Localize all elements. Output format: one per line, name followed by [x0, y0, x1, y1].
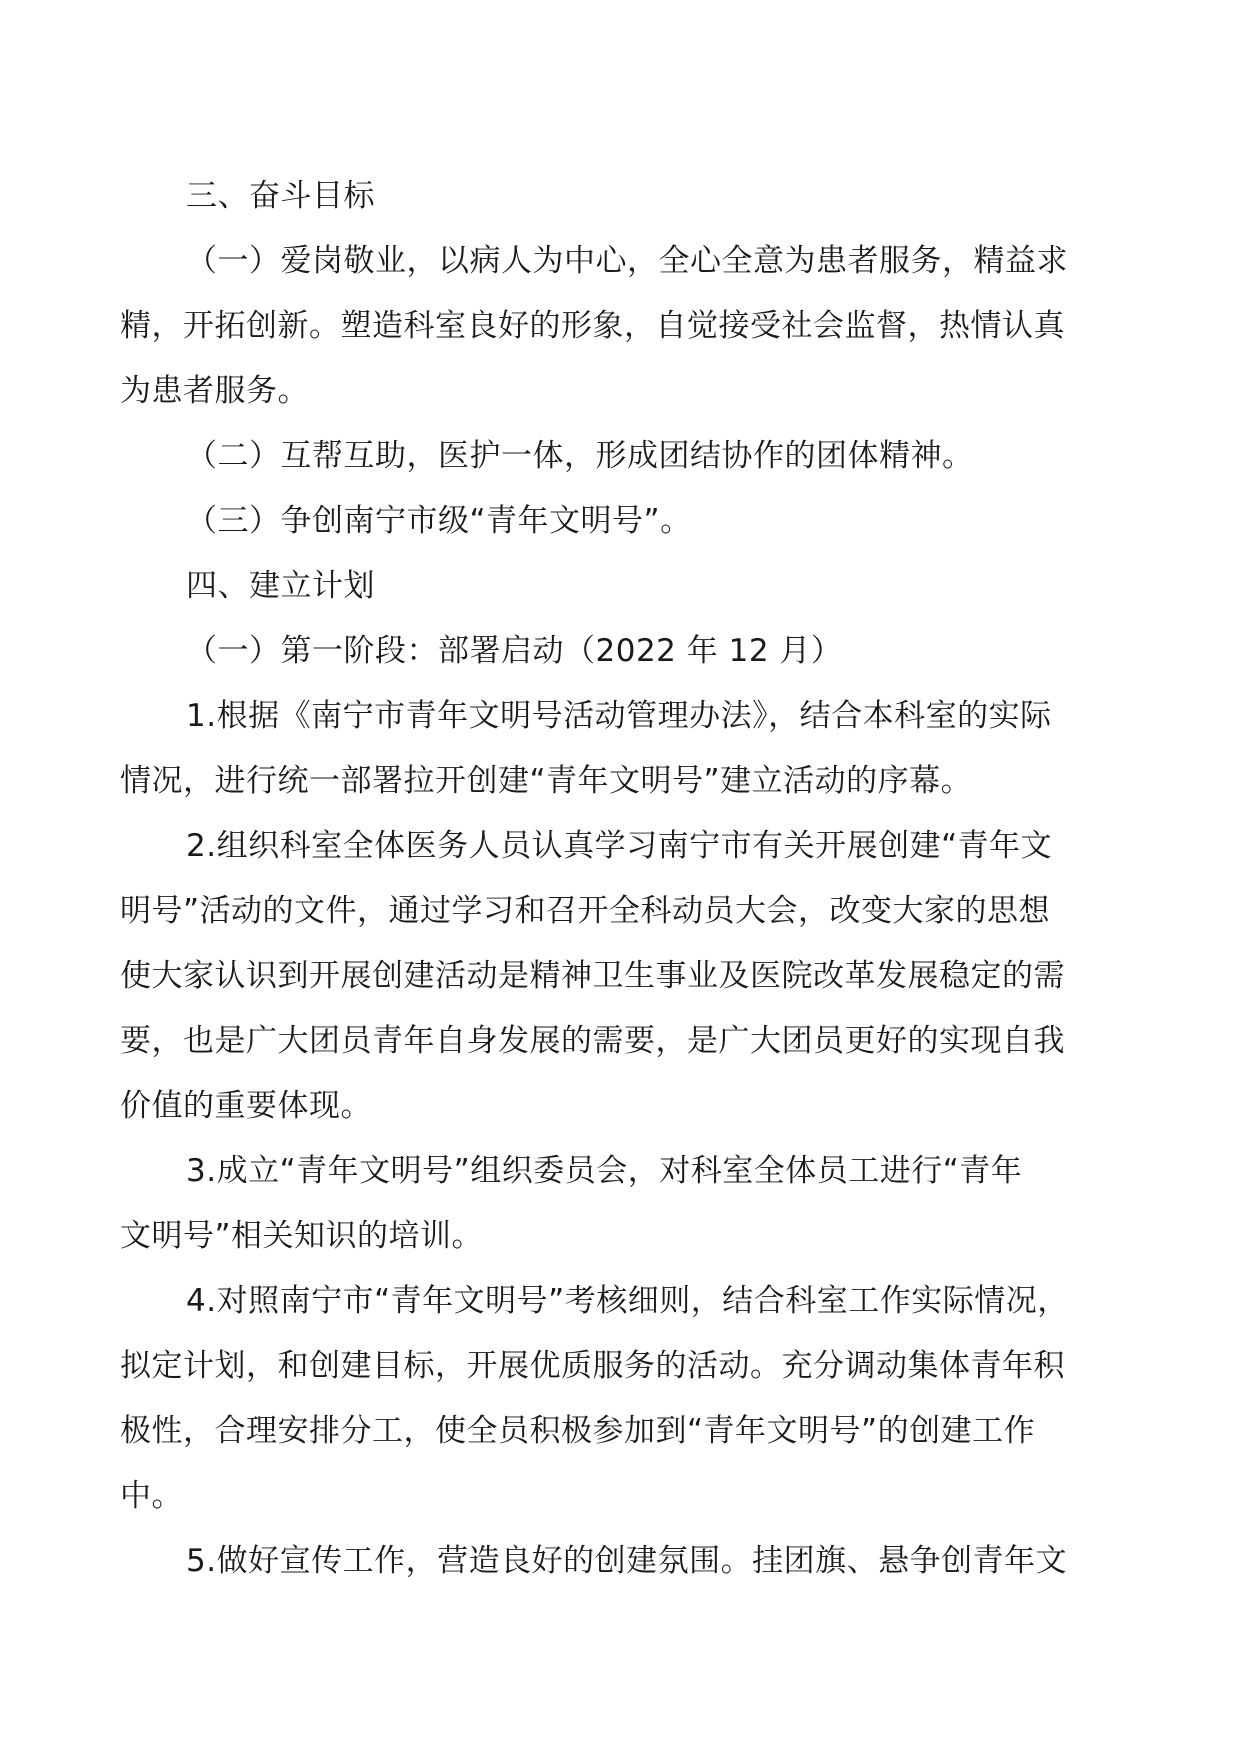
- paragraph-line: 5.做好宣传工作，营造良好的创建氛围。挂团旗、悬争创青年文: [186, 1543, 1068, 1579]
- paragraph-line: （三）争创南宁市级“青年文明号”。: [186, 503, 692, 539]
- paragraph-line: 情况，进行统一部署拉开创建“青年文明号”建立活动的序幕。: [120, 763, 973, 799]
- paragraph-line: 价值的重要体现。: [120, 1088, 372, 1124]
- paragraph-line: 4.对照南宁市“青年文明号”考核细则，结合科室工作实际情况，: [186, 1283, 1069, 1319]
- section-heading-plan: 四、建立计划: [186, 568, 375, 604]
- paragraph-line: 精，开拓创新。塑造科室良好的形象，自觉接受社会监督，热情认真: [120, 308, 1065, 344]
- paragraph-line: （一）爱岗敬业，以病人为中心，全心全意为患者服务，精益求: [186, 243, 1068, 279]
- paragraph-line: 要，也是广大团员青年自身发展的需要，是广大团员更好的实现自我: [120, 1023, 1065, 1059]
- paragraph-line: 为患者服务。: [120, 373, 309, 409]
- paragraph-line: 3.成立“青年文明号”组织委员会，对科室全体员工进行“青年: [186, 1153, 1023, 1189]
- paragraph-line: 拟定计划，和创建目标，开展优质服务的活动。充分调动集体青年积: [120, 1348, 1065, 1384]
- paragraph-line: 1.根据《南宁市青年文明号活动管理办法》，结合本科室的实际: [186, 698, 1052, 734]
- paragraph-line: 中。: [120, 1478, 183, 1514]
- document-body: [120, 164, 1120, 1594]
- paragraph-line: （二）互帮互助，医护一体，形成团结协作的团体精神。: [186, 438, 974, 474]
- section-heading-goals: 三、奋斗目标: [186, 178, 375, 214]
- paragraph-line: 明号”活动的文件，通过学习和召开全科动员大会，改变大家的思想: [120, 893, 1051, 929]
- paragraph-line: 极性，合理安排分工，使全员积极参加到“青年文明号”的创建工作: [120, 1413, 1036, 1449]
- subsection-heading-phase-one: （一）第一阶段：部署启动（2022 年 12 月）: [186, 633, 843, 669]
- paragraph-line: 2.组织科室全体医务人员认真学习南宁市有关开展创建“青年文: [186, 828, 1053, 864]
- paragraph-line: 使大家认识到开展创建活动是精神卫生事业及医院改革发展稳定的需: [120, 958, 1065, 994]
- paragraph-line: 文明号”相关知识的培训。: [120, 1218, 484, 1254]
